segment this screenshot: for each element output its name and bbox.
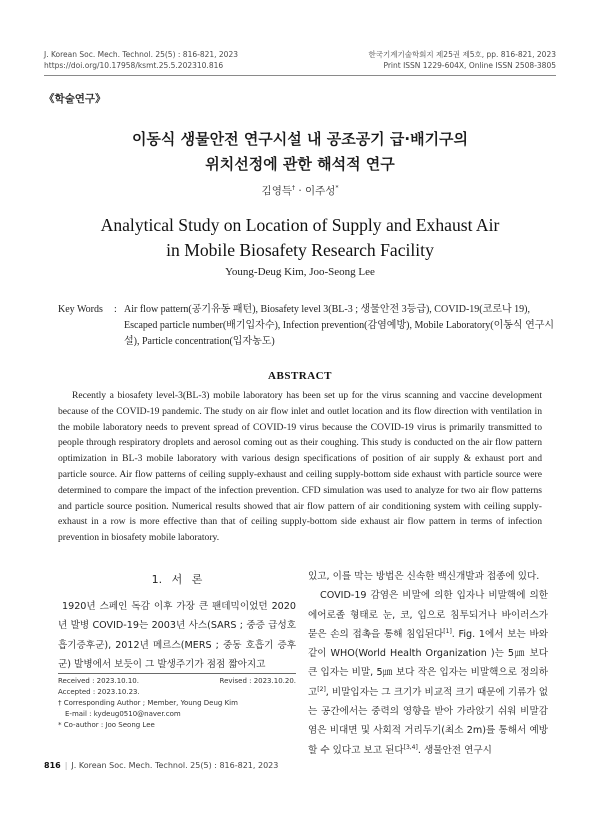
page-number: 816 [44, 761, 61, 770]
section-tag: 《학술연구》 [44, 93, 106, 105]
corresponding-mark: † [291, 184, 295, 192]
paper-title-english [40, 213, 560, 263]
authors-english: Young-Deug Kim, Joo-Seong Lee [225, 266, 375, 278]
citation-ref-1[interactable]: [1] [443, 627, 452, 635]
abstract-heading: ABSTRACT [268, 370, 332, 382]
revised-date: Revised : 2023.10.20. [219, 677, 296, 685]
abstract-text: Recently a biosafety level-3(BL-3) mobile laboratory has been set up for the virus scanning and vaccine development because of the COVID-19 pandemic. The study on air flow inlet and outlet location and its flow direction with ventilation in the mobile laboratory needs to prevent spread of COVID-19 virus because the COVID-19 virus is primarily transmitted to people through respiratory droplets and aerosol coming out as their coughing. This study is conducted on the air flow pattern optimization in BL-3 mobile laboratory with various design specifications of position of air supply & exhaust port and particle source. Air flow patterns of ceiling supply-exhaust and ceiling supply-bottom side exhaust with particle source were determined to compare the impact of the infection prevention. CFD simulation was used to analyze for two air flow patterns and particle source position. Numerical results showed that air flow pattern of air conditioning system with ceiling supply-exhaust in a row is more effective than that of ceiling supply-bottom side exhaust air flow pattern in terms of infection prevention in biosafety mobile laboratory. [58, 390, 542, 544]
coauthor-note: * Co-author : Joo Seong Lee [58, 721, 155, 729]
received-revised-row [58, 676, 296, 687]
keywords-label: Key Words [58, 304, 103, 315]
footnotes [58, 676, 296, 731]
doi-link[interactable]: https://doi.org/10.17958/ksmt.25.5.202310.816 [44, 61, 224, 70]
intro-paragraph-right-2 [308, 586, 548, 760]
paragraph-text: COVID-19 감염은 비말에 의한 입자나 비말핵에 의한 에어로졸 형태로 눈, 코, 입으로 침투되거나 바이러스가 묻은 손의 접촉을 통해 침입된다 [308, 590, 548, 640]
intro-paragraph-right-1: 있고, 이를 막는 방법은 신속한 백신개발과 접종에 있다. [308, 571, 540, 582]
header-divider [44, 75, 556, 76]
corresponding-email: E-mail : kydeug0510@naver.com [65, 710, 181, 718]
section-heading-introduction: 1. 서 론 [151, 573, 203, 586]
intro-paragraph-left: 1920년 스페인 독감 이후 가장 큰 팬데믹이었던 2020년 발병 COVID-19는 2003년 사스(SARS ; 중증 급성호흡기증후군), 2012년 메르스(MERS ; 중동 호흡기 증후군) 발병에서 보듯이 그 발생주기가 점점 짧아지고 [58, 601, 296, 670]
citation-ref-2[interactable]: [2] [317, 685, 326, 693]
title-english-line1: Analytical Study on Location of Supply and Exhaust Air [100, 215, 500, 235]
citation-ref-3-4[interactable]: [3,4] [403, 743, 418, 751]
paper-title-korean [40, 127, 560, 177]
author-2-name: 이주성 [305, 185, 336, 197]
paragraph-text: . Fig. 1에서 보는 바와 같이 WHO(World Health Organization )는 5㎛ 보다 큰 입자는 비말, 5㎛ 보다 작은 입자는 비말핵으로 정의하고 [308, 628, 548, 698]
title-english-line2: in Mobile Biosafety Research Facility [166, 240, 434, 260]
footer-separator: | [64, 761, 68, 770]
page-footer [44, 761, 278, 770]
authors-korean [0, 183, 600, 198]
keywords-colon: : [114, 304, 117, 315]
accepted-date: Accepted : 2023.10.23. [58, 688, 140, 696]
keywords-text: Air flow pattern(공기유동 패턴), Biosafety level 3(BL-3 ; 생물안전 3등급), COVID-19(코로나 19), Escaped particle number(배기입자수), Infection prevention(감염예방), Mobile Laboratory(이동식 연구시설), Particle concentration(입자농도) [124, 304, 555, 347]
paragraph-text: . 생물안전 연구시 [417, 744, 492, 756]
issn-info: Print ISSN 1229-604X, Online ISSN 2508-3805 [383, 61, 556, 70]
received-date: Received : 2023.10.10. [58, 677, 139, 685]
author-separator: · [294, 185, 305, 197]
journal-citation: J. Korean Soc. Mech. Technol. 25(5) : 816-821, 2023 [44, 50, 238, 59]
journal-header-left [44, 49, 238, 71]
intro-column-right [308, 567, 548, 760]
author-1-name: 김영득 [261, 185, 292, 197]
paragraph-text: , 비말입자는 그 크기가 비교적 크기 때문에 기류가 없는 공간에서는 중력의 영향을 받아 가라앉기 쉬워 비말감염은 비대면 및 사회적 거리두기(최소 2m)를 통해서 예방할 수 있다고 보고 된다 [308, 686, 548, 756]
title-korean-line1: 이동식 생물안전 연구시설 내 공조공기 급·배기구의 [131, 130, 469, 148]
coauthor-mark: * [335, 184, 339, 192]
title-korean-line2: 위치선정에 관한 해석적 연구 [205, 155, 395, 173]
keywords-block [58, 302, 556, 350]
footnote-divider [58, 673, 296, 674]
journal-header-right [368, 49, 556, 71]
journal-citation-korean: 한국기계기술학회지 제25권 제5호, pp. 816-821, 2023 [368, 50, 556, 59]
corresponding-author: † Corresponding Author ; Member, Young Deug Kim [58, 699, 238, 707]
footer-citation: J. Korean Soc. Mech. Technol. 25(5) : 816-821, 2023 [71, 761, 279, 770]
